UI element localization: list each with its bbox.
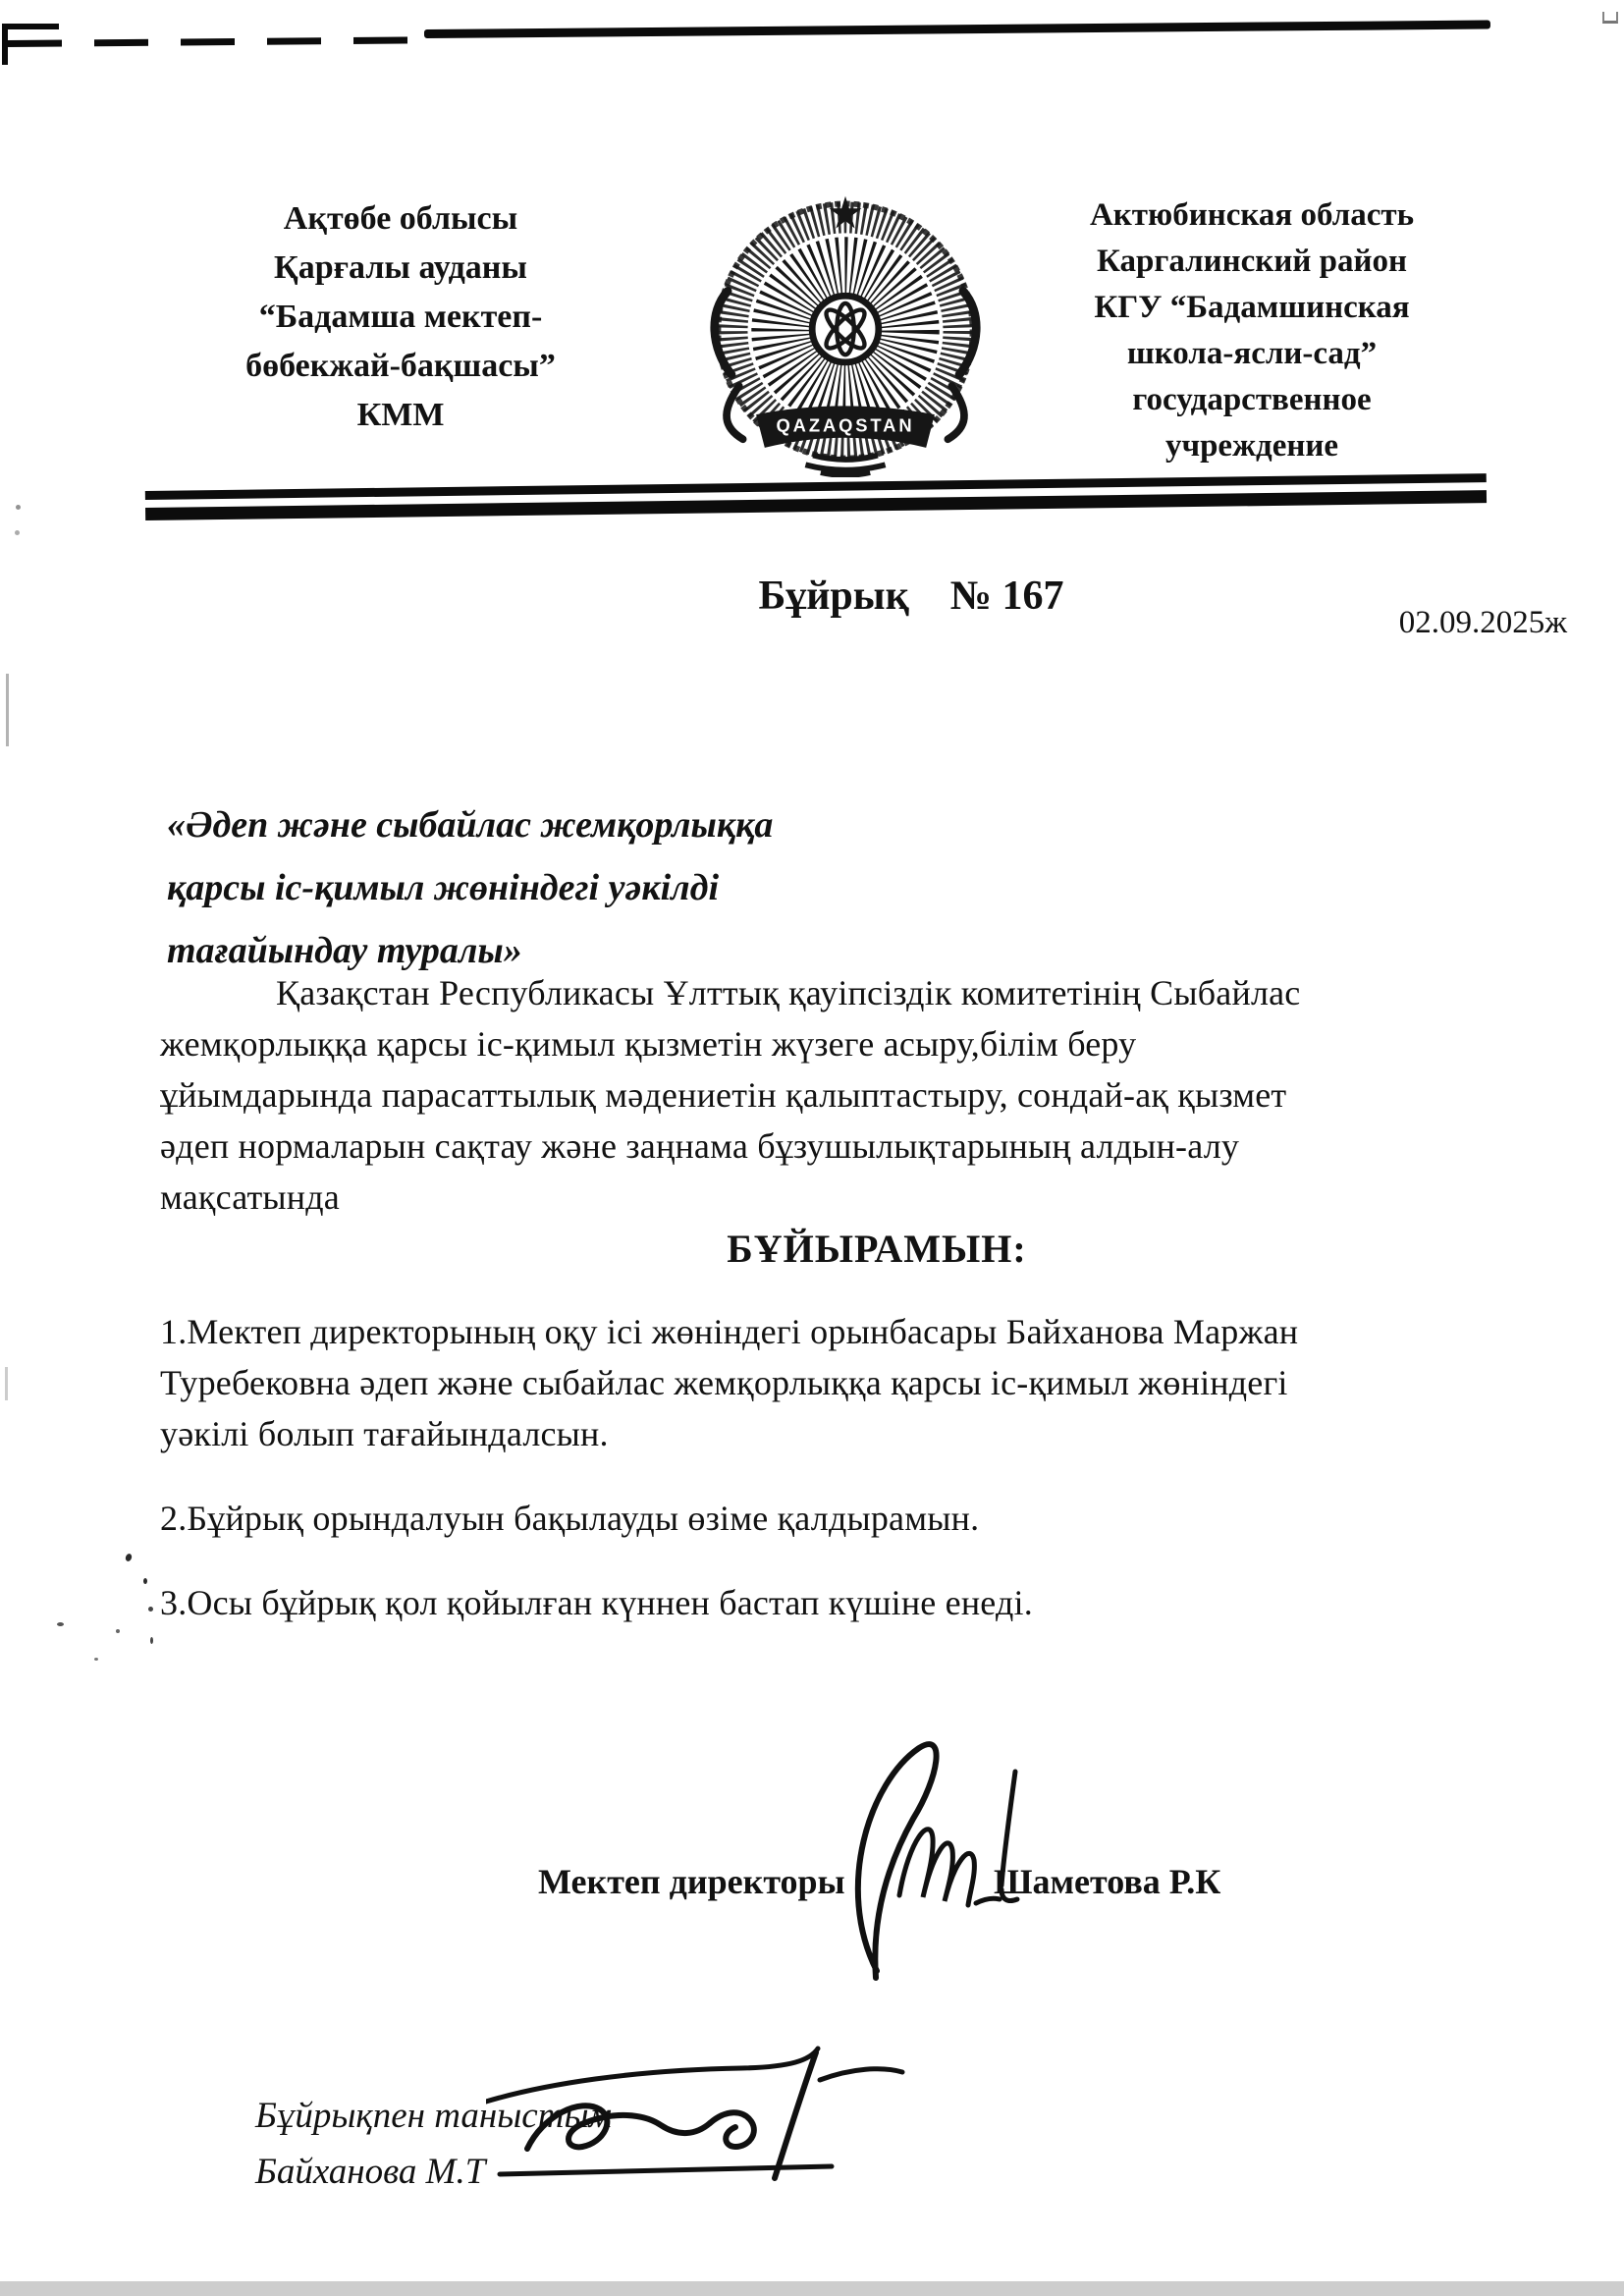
order-item-line: 1.Мектеп директорының оқу ісі жөніндегі орынбасары Байханова Маржан [160,1312,1299,1351]
order-number: № 167 [949,574,1064,619]
subject-line: қарсы іс-қимыл жөніндегі уәкілді [167,867,720,908]
scan-artifact-speck [94,1658,98,1661]
scan-artifact-speck [148,1607,153,1612]
order-title-row [518,573,1304,620]
scan-artifact-speck [150,1637,153,1644]
letterhead-divider [145,473,1487,520]
letterhead-line: Ақтөбе облысы [283,200,518,237]
director-title-label: Мектеп директоры [538,1862,845,1901]
letterhead-line: КГУ “Бадамшинская [1094,290,1410,325]
order-date: 02.09.2025ж [1398,605,1567,640]
scan-artifact-corner-bracket [2,24,8,65]
preamble-line: Қазақстан Республикасы Ұлттық қауіпсіздік комитетінің Сыбайлас [276,973,1301,1012]
acknowledged-by-name: Байханова М.Т [255,2152,486,2192]
order-item-2 [160,1493,1505,1544]
letterhead-line: учреждение [1164,428,1339,464]
scan-artifact-line [6,674,9,746]
letterhead-russian [1011,192,1492,469]
scan-artifact-speck [16,505,21,510]
director-name: Шаметова Р.К [994,1862,1221,1901]
scan-artifact-speck [57,1622,64,1626]
letterhead-kazakh [165,194,636,440]
order-item-line: Туребековна әдеп және сыбайлас жемқорлыққа қарсы іс-қимыл жөніндегі [160,1363,1288,1402]
scan-artifact-bottom-band [0,2281,1624,2296]
scan-artifact-dashed-line [8,36,432,47]
scan-artifact-speck [116,1629,120,1633]
acknowledgement-label: Бұйрықпен таныстым [255,2096,613,2136]
letterhead-line: школа-ясли-сад” [1126,336,1378,371]
order-item-3 [160,1577,1505,1628]
order-preamble [160,967,1495,1223]
scan-artifact-corner-bracket [2,24,59,29]
order-item-line: уәкілі болып тағайындалсын. [160,1414,609,1453]
acknowledgement-signature [486,2041,908,2193]
order-item-line: 3.Осы бұйрық қол қойылған күннен бастап күшіне енеді. [160,1583,1033,1622]
emblem-banner-text: QAZAQSTAN [776,414,915,436]
letterhead-line: Актюбинская область [1089,197,1415,233]
letterhead-line: Каргалинский район [1097,244,1407,279]
preamble-line: әдеп нормаларын сақтау және заңнама бұзушылықтарының алдын-алу [160,1126,1240,1166]
subject-line: «Әдеп және сыбайлас жемқорлыққа [167,804,774,846]
order-title: Бұйрық [758,574,909,619]
preamble-line: мақсатында [160,1177,340,1217]
subject-line: тағайындау туралы» [167,930,522,971]
letterhead-line: Қарғалы ауданы [274,249,527,286]
order-item-1 [160,1306,1505,1459]
letterhead-line: “Бадамша мектеп- [258,299,543,335]
preamble-line: ұйымдарында парасаттылық мәдениетін қалыптастыру, сондай-ақ қызмет [160,1075,1287,1115]
scan-artifact-speck [125,1553,133,1562]
preamble-line: жемқорлыққа қарсы іс-қимыл қызметін жүзеге асыру,білім беру [160,1024,1137,1064]
letterhead-line: государственное [1132,382,1372,417]
letterhead-line: КММ [356,397,445,433]
kazakhstan-coat-of-arms-icon [703,185,988,477]
decree-heading: БҰЙЫРАМЫН: [727,1227,1027,1271]
scan-artifact-speck [15,530,20,535]
order-item-line: 2.Бұйрық орындалуын бақылауды өзіме қалдырамын. [160,1499,980,1538]
scan-artifact-line [5,1367,8,1400]
scan-artifact-speck [143,1578,147,1584]
director-signature [784,1721,1078,2007]
order-subject [167,793,773,982]
letterhead-line: бөбекжай-бақшасы” [245,348,556,384]
scan-artifact-mark [1602,12,1618,24]
scan-artifact-line [424,21,1490,38]
